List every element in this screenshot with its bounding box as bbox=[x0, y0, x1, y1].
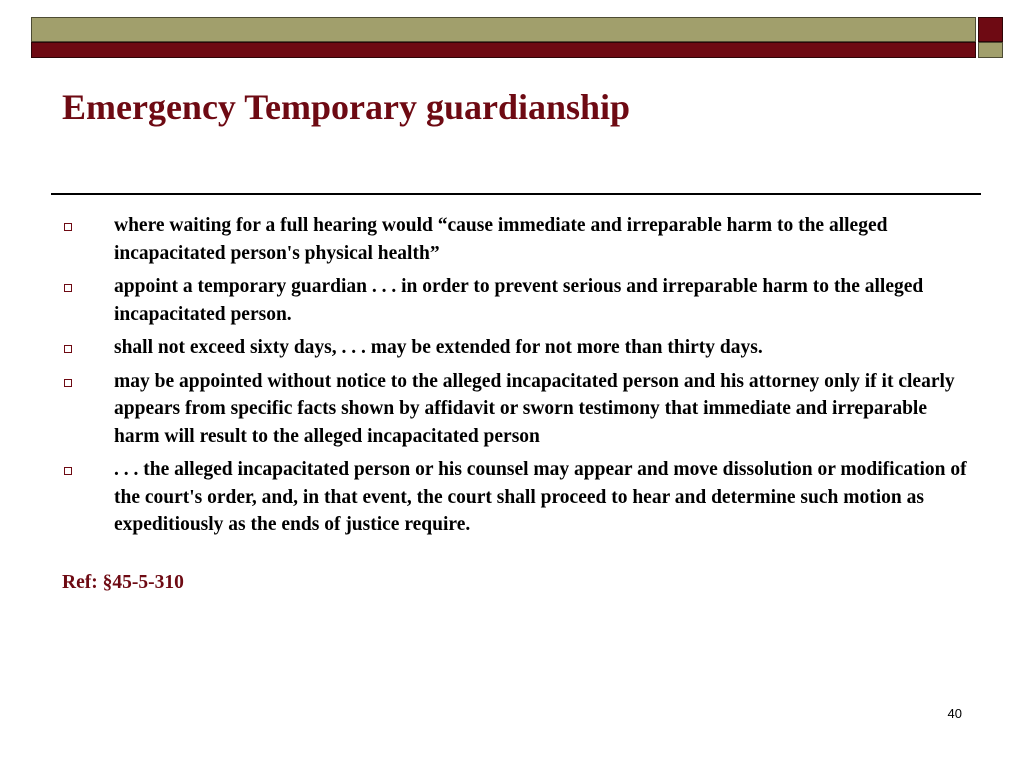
hollow-square-icon bbox=[64, 284, 72, 292]
page-number: 40 bbox=[947, 706, 962, 721]
bullet-item bbox=[62, 212, 972, 267]
bullet-item bbox=[62, 456, 972, 539]
bullet-item bbox=[62, 273, 972, 328]
slide-title: Emergency Temporary guardianship bbox=[62, 87, 631, 127]
bullet-text: appoint a temporary guardian . . . in order to prevent serious and irreparable harm to the alleged incapacitated person. bbox=[114, 276, 924, 325]
header-square-top bbox=[978, 17, 1003, 42]
header-band-bottom bbox=[31, 42, 976, 58]
bullet-list bbox=[62, 212, 972, 545]
bullet-text: shall not exceed sixty days, . . . may be extended for not more than thirty days. bbox=[114, 337, 763, 358]
header-square-bottom bbox=[978, 42, 1003, 58]
hollow-square-icon bbox=[64, 379, 72, 387]
reference-text: Ref: §45-5-310 bbox=[62, 572, 184, 593]
bullet-text: . . . the alleged incapacitated person or his counsel may appear and move dissolution or modification of the court's order, and, in that event, the court shall proceed to hear and determine such motion as expeditiously as the ends of justice require. bbox=[114, 459, 967, 535]
bullet-text: may be appointed without notice to the alleged incapacitated person and his attorney only if it clearly appears from specific facts shown by affidavit or sworn testimony that immediate and irreparable harm will result to the alleged incapacitated person bbox=[114, 370, 955, 447]
hollow-square-icon bbox=[64, 467, 72, 475]
bullet-item bbox=[62, 334, 972, 362]
hollow-square-icon bbox=[64, 345, 72, 353]
bullet-item bbox=[62, 368, 972, 451]
hollow-square-icon bbox=[64, 223, 72, 231]
header-band-top bbox=[31, 17, 976, 42]
title-divider bbox=[51, 193, 981, 195]
bullet-text: where waiting for a full hearing would “cause immediate and irreparable harm to the alleged incapacitated person's physical health” bbox=[114, 215, 888, 264]
